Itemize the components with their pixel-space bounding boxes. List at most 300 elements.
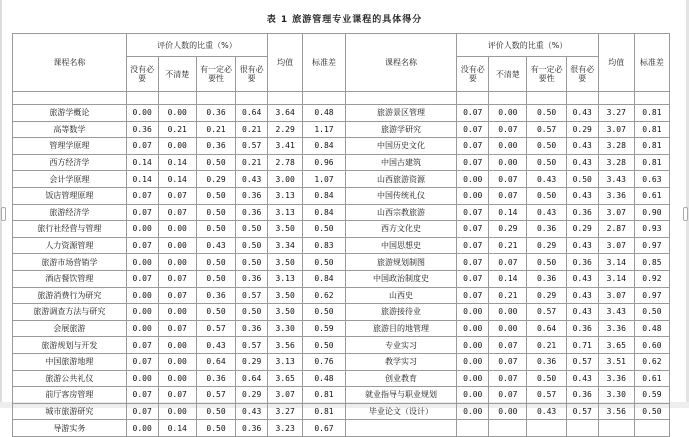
value-cell: 0.93 bbox=[634, 221, 669, 238]
value-cell: 0.57 bbox=[527, 387, 566, 404]
value-cell: 3.27 bbox=[268, 403, 303, 420]
value-cell: 3.23 bbox=[268, 420, 303, 437]
value-cell: 0.07 bbox=[489, 187, 527, 204]
unclear-header: 不清楚 bbox=[489, 57, 527, 92]
value-cell: 0.00 bbox=[126, 105, 158, 122]
value-cell: 0.00 bbox=[489, 105, 527, 122]
value-cell: 0.14 bbox=[126, 171, 158, 188]
value-cell: 0.07 bbox=[457, 138, 489, 155]
course-name-cell: 西方文化史 bbox=[345, 221, 457, 238]
very-necessary-header: 很有必要 bbox=[236, 57, 268, 92]
left-margin-shade bbox=[0, 0, 2, 408]
value-cell: 3.65 bbox=[598, 337, 634, 354]
value-cell: 0.36 bbox=[566, 320, 598, 337]
table-row bbox=[13, 154, 670, 171]
table-row bbox=[13, 403, 670, 420]
value-cell: 0.36 bbox=[566, 254, 598, 271]
course-name-cell: 旅游调查方法与研究 bbox=[13, 304, 127, 321]
value-cell: 3.28 bbox=[598, 154, 634, 171]
value-cell: 0.43 bbox=[527, 204, 566, 221]
course-name-cell: 城市旅游研究 bbox=[13, 403, 127, 420]
value-cell: 3.27 bbox=[598, 105, 634, 122]
value-cell: 0.64 bbox=[196, 353, 235, 370]
value-cell: 3.07 bbox=[598, 121, 634, 138]
value-cell: 0.50 bbox=[303, 337, 346, 354]
value-cell: 3.14 bbox=[598, 270, 634, 287]
course-name-cell: 山西宗教旅游 bbox=[345, 204, 457, 221]
value-cell: 0.14 bbox=[158, 171, 196, 188]
value-cell: 0.14 bbox=[158, 154, 196, 171]
value-cell: 0.00 bbox=[457, 353, 489, 370]
value-cell: 3.64 bbox=[268, 105, 303, 122]
value-cell: 0.62 bbox=[303, 287, 346, 304]
value-cell: 3.14 bbox=[598, 254, 634, 271]
value-cell: 0.07 bbox=[126, 270, 158, 287]
course-name-cell: 山西旅游资源 bbox=[345, 171, 457, 188]
value-cell: 0.07 bbox=[126, 204, 158, 221]
value-cell: 0.84 bbox=[303, 187, 346, 204]
table-row bbox=[13, 221, 670, 238]
course-name-cell: 中国传统礼仪 bbox=[345, 187, 457, 204]
mean-header-right: 均值 bbox=[598, 34, 634, 92]
course-name-cell: 旅游市场营销学 bbox=[13, 254, 127, 271]
value-cell: 3.56 bbox=[268, 337, 303, 354]
value-cell: 0.59 bbox=[634, 387, 669, 404]
value-cell: 0.00 bbox=[158, 105, 196, 122]
value-cell: 0.29 bbox=[527, 237, 566, 254]
value-cell: 0.00 bbox=[158, 221, 196, 238]
value-cell: 0.36 bbox=[236, 187, 268, 204]
course-name-cell: 创业教育 bbox=[345, 370, 457, 387]
value-cell: 0.36 bbox=[196, 138, 235, 155]
value-cell: 0.00 bbox=[489, 154, 527, 171]
value-cell bbox=[634, 420, 669, 437]
value-cell: 0.00 bbox=[158, 254, 196, 271]
value-cell: 0.57 bbox=[566, 403, 598, 420]
value-cell: 0.07 bbox=[489, 370, 527, 387]
value-cell: 0.21 bbox=[489, 287, 527, 304]
value-cell: 0.00 bbox=[126, 254, 158, 271]
value-cell: 0.50 bbox=[196, 304, 235, 321]
value-cell: 0.00 bbox=[457, 403, 489, 420]
course-name-header-left: 课程名称 bbox=[13, 34, 127, 92]
value-cell: 2.87 bbox=[598, 221, 634, 238]
value-cell: 0.00 bbox=[457, 370, 489, 387]
value-cell: 0.48 bbox=[303, 105, 346, 122]
value-cell: 0.50 bbox=[196, 403, 235, 420]
value-cell: 0.00 bbox=[457, 304, 489, 321]
sd-header-left: 标准差 bbox=[303, 34, 346, 92]
course-name-cell: 中国政治制度史 bbox=[345, 270, 457, 287]
value-cell: 0.07 bbox=[457, 237, 489, 254]
course-name-cell: 旅行社经营与管理 bbox=[13, 221, 127, 238]
value-cell: 0.00 bbox=[158, 138, 196, 155]
course-name-cell bbox=[345, 420, 457, 437]
value-cell: 0.50 bbox=[236, 237, 268, 254]
value-cell: 0.61 bbox=[634, 187, 669, 204]
value-cell: 0.57 bbox=[566, 353, 598, 370]
mean-header-left: 均值 bbox=[268, 34, 303, 92]
value-cell: 0.29 bbox=[527, 287, 566, 304]
value-cell: 0.07 bbox=[126, 387, 158, 404]
course-name-cell: 西方经济学 bbox=[13, 154, 127, 171]
value-cell: 0.59 bbox=[303, 320, 346, 337]
sd-header-right: 标准差 bbox=[634, 34, 669, 92]
value-cell: 0.00 bbox=[457, 337, 489, 354]
value-cell: 3.50 bbox=[268, 254, 303, 271]
value-cell: 0.50 bbox=[634, 304, 669, 321]
course-name-cell: 前厅客房管理 bbox=[13, 387, 127, 404]
value-cell: 0.00 bbox=[489, 138, 527, 155]
value-cell: 3.13 bbox=[268, 353, 303, 370]
value-cell: 0.07 bbox=[126, 187, 158, 204]
unclear-header: 不清楚 bbox=[158, 57, 196, 92]
value-cell: 0.50 bbox=[527, 187, 566, 204]
value-cell: 0.00 bbox=[126, 287, 158, 304]
value-cell: 0.00 bbox=[158, 403, 196, 420]
value-cell: 0.60 bbox=[634, 337, 669, 354]
value-cell: 0.50 bbox=[236, 254, 268, 271]
ratio-group-header-right: 评价人数的比重（%） bbox=[457, 34, 598, 57]
course-name-cell: 饭店管理原理 bbox=[13, 187, 127, 204]
course-name-cell: 旅游规划制图 bbox=[345, 254, 457, 271]
value-cell: 0.00 bbox=[126, 320, 158, 337]
value-cell: 0.07 bbox=[158, 387, 196, 404]
value-cell: 0.21 bbox=[489, 237, 527, 254]
value-cell: 0.50 bbox=[196, 254, 235, 271]
value-cell: 0.43 bbox=[196, 337, 235, 354]
table-row bbox=[13, 320, 670, 337]
value-cell: 0.07 bbox=[457, 121, 489, 138]
value-cell: 0.21 bbox=[236, 154, 268, 171]
value-cell: 0.36 bbox=[236, 420, 268, 437]
course-name-cell: 管理学原理 bbox=[13, 138, 127, 155]
course-name-header-right: 课程名称 bbox=[345, 34, 457, 92]
value-cell: 0.07 bbox=[126, 403, 158, 420]
value-cell: 0.61 bbox=[634, 370, 669, 387]
table-caption: 表 1 旅游管理专业课程的具体得分 bbox=[266, 15, 423, 25]
value-cell: 0.83 bbox=[303, 237, 346, 254]
value-cell: 0.21 bbox=[236, 121, 268, 138]
table-row bbox=[13, 370, 670, 387]
value-cell: 3.51 bbox=[598, 353, 634, 370]
value-cell: 0.50 bbox=[303, 254, 346, 271]
value-cell: 0.29 bbox=[489, 221, 527, 238]
course-name-cell: 旅游景区管理 bbox=[345, 105, 457, 122]
value-cell bbox=[598, 420, 634, 437]
value-cell: 0.36 bbox=[527, 221, 566, 238]
value-cell: 0.29 bbox=[236, 387, 268, 404]
value-cell: 0.07 bbox=[126, 237, 158, 254]
value-cell: 0.00 bbox=[457, 320, 489, 337]
course-name-cell: 旅游学概论 bbox=[13, 105, 127, 122]
value-cell: 0.00 bbox=[158, 353, 196, 370]
value-cell: 0.36 bbox=[527, 353, 566, 370]
table-row bbox=[13, 304, 670, 321]
course-name-cell: 旅游学研究 bbox=[345, 121, 457, 138]
value-cell: 0.43 bbox=[527, 171, 566, 188]
value-cell: 0.43 bbox=[566, 187, 598, 204]
value-cell: 0.50 bbox=[527, 254, 566, 271]
value-cell: 0.43 bbox=[566, 154, 598, 171]
course-name-cell: 会计学原理 bbox=[13, 171, 127, 188]
value-cell: 3.07 bbox=[268, 387, 303, 404]
value-cell: 0.81 bbox=[303, 387, 346, 404]
course-name-cell: 中国历史文化 bbox=[345, 138, 457, 155]
value-cell: 0.36 bbox=[196, 105, 235, 122]
not-necessary-header: 没有必要 bbox=[457, 57, 489, 92]
value-cell: 0.50 bbox=[196, 204, 235, 221]
very-necessary-header: 很有必要 bbox=[566, 57, 598, 92]
value-cell: 0.07 bbox=[457, 270, 489, 287]
value-cell: 0.00 bbox=[489, 403, 527, 420]
value-cell: 3.36 bbox=[598, 187, 634, 204]
value-cell: 0.36 bbox=[236, 270, 268, 287]
table-row bbox=[13, 121, 670, 138]
value-cell: 0.43 bbox=[566, 270, 598, 287]
value-cell: 3.50 bbox=[268, 287, 303, 304]
value-cell: 0.07 bbox=[158, 270, 196, 287]
value-cell: 3.30 bbox=[268, 320, 303, 337]
course-name-cell: 中国古建筑 bbox=[345, 154, 457, 171]
value-cell: 3.56 bbox=[598, 403, 634, 420]
value-cell: 0.36 bbox=[566, 204, 598, 221]
value-cell: 0.57 bbox=[196, 320, 235, 337]
table-row bbox=[13, 337, 670, 354]
not-necessary-header: 没有必要 bbox=[126, 57, 158, 92]
value-cell: 2.78 bbox=[268, 154, 303, 171]
value-cell: 0.57 bbox=[527, 304, 566, 321]
value-cell: 0.00 bbox=[126, 420, 158, 437]
value-cell: 0.00 bbox=[158, 370, 196, 387]
value-cell: 3.43 bbox=[598, 304, 634, 321]
value-cell: 0.81 bbox=[634, 105, 669, 122]
value-cell: 0.07 bbox=[489, 387, 527, 404]
value-cell: 0.29 bbox=[196, 171, 235, 188]
course-name-cell: 教学实习 bbox=[345, 353, 457, 370]
table-row bbox=[13, 237, 670, 254]
value-cell: 0.43 bbox=[236, 171, 268, 188]
value-cell: 0.07 bbox=[457, 221, 489, 238]
course-score-table bbox=[12, 33, 670, 437]
value-cell bbox=[489, 420, 527, 437]
table-row bbox=[13, 254, 670, 271]
value-cell: 0.43 bbox=[566, 370, 598, 387]
value-cell: 0.57 bbox=[236, 138, 268, 155]
value-cell: 3.43 bbox=[598, 171, 634, 188]
value-cell: 0.57 bbox=[236, 337, 268, 354]
value-cell: 0.29 bbox=[566, 121, 598, 138]
value-cell: 3.41 bbox=[268, 138, 303, 155]
value-cell: 3.36 bbox=[598, 370, 634, 387]
value-cell: 0.36 bbox=[196, 370, 235, 387]
value-cell: 0.14 bbox=[489, 270, 527, 287]
value-cell: 3.30 bbox=[598, 387, 634, 404]
value-cell: 0.36 bbox=[566, 387, 598, 404]
value-cell: 2.29 bbox=[268, 121, 303, 138]
table-row bbox=[13, 171, 670, 188]
value-cell: 3.07 bbox=[598, 204, 634, 221]
value-cell: 0.00 bbox=[126, 221, 158, 238]
value-cell: 0.50 bbox=[303, 221, 346, 238]
value-cell: 0.43 bbox=[566, 237, 598, 254]
value-cell: 0.00 bbox=[457, 387, 489, 404]
value-cell: 0.50 bbox=[527, 138, 566, 155]
value-cell: 0.71 bbox=[566, 337, 598, 354]
left-resize-handle-icon[interactable] bbox=[1, 207, 6, 221]
value-cell: 0.57 bbox=[196, 387, 235, 404]
value-cell: 0.50 bbox=[196, 187, 235, 204]
value-cell: 0.81 bbox=[634, 138, 669, 155]
value-cell: 0.48 bbox=[303, 370, 346, 387]
course-name-cell: 旅游经济学 bbox=[13, 204, 127, 221]
value-cell: 0.57 bbox=[236, 287, 268, 304]
value-cell: 0.00 bbox=[457, 187, 489, 204]
value-cell: 0.07 bbox=[126, 337, 158, 354]
ratio-group-header-left: 评价人数的比重（%） bbox=[126, 34, 267, 57]
value-cell: 0.36 bbox=[527, 270, 566, 287]
value-cell: 0.84 bbox=[303, 204, 346, 221]
value-cell: 0.50 bbox=[527, 105, 566, 122]
value-cell: 0.00 bbox=[489, 320, 527, 337]
table-row bbox=[13, 353, 670, 370]
value-cell: 0.07 bbox=[489, 121, 527, 138]
course-name-cell: 酒店餐饮管理 bbox=[13, 270, 127, 287]
value-cell: 0.14 bbox=[158, 420, 196, 437]
value-cell: 0.07 bbox=[457, 154, 489, 171]
value-cell: 3.36 bbox=[598, 320, 634, 337]
value-cell: 0.07 bbox=[126, 353, 158, 370]
value-cell: 0.64 bbox=[236, 370, 268, 387]
table-row bbox=[13, 387, 670, 404]
value-cell: 0.07 bbox=[457, 287, 489, 304]
value-cell: 0.00 bbox=[158, 237, 196, 254]
value-cell: 0.97 bbox=[634, 287, 669, 304]
value-cell: 0.07 bbox=[489, 337, 527, 354]
spacer-row bbox=[13, 92, 670, 105]
value-cell: 0.36 bbox=[236, 204, 268, 221]
value-cell: 0.43 bbox=[566, 287, 598, 304]
value-cell: 0.64 bbox=[236, 105, 268, 122]
value-cell: 3.07 bbox=[598, 237, 634, 254]
value-cell: 0.21 bbox=[527, 337, 566, 354]
value-cell: 0.57 bbox=[527, 121, 566, 138]
value-cell bbox=[566, 420, 598, 437]
value-cell: 0.36 bbox=[196, 287, 235, 304]
value-cell: 0.63 bbox=[634, 171, 669, 188]
value-cell: 0.43 bbox=[236, 403, 268, 420]
value-cell: 0.50 bbox=[303, 304, 346, 321]
value-cell: 0.50 bbox=[527, 154, 566, 171]
course-name-cell: 山西史 bbox=[345, 287, 457, 304]
value-cell: 0.43 bbox=[566, 138, 598, 155]
course-name-cell: 旅游接待业 bbox=[345, 304, 457, 321]
value-cell: 3.00 bbox=[268, 171, 303, 188]
value-cell: 0.50 bbox=[196, 270, 235, 287]
value-cell: 0.07 bbox=[126, 138, 158, 155]
course-name-cell: 中国旅游地理 bbox=[13, 353, 127, 370]
value-cell bbox=[527, 420, 566, 437]
value-cell: 0.97 bbox=[634, 237, 669, 254]
value-cell: 0.07 bbox=[489, 353, 527, 370]
right-resize-handle-icon[interactable] bbox=[683, 207, 688, 221]
course-name-cell: 毕业论文（设计） bbox=[345, 403, 457, 420]
value-cell: 3.07 bbox=[598, 287, 634, 304]
value-cell: 0.00 bbox=[457, 171, 489, 188]
somewhat-necessary-header: 有一定必要性 bbox=[527, 57, 566, 92]
value-cell: 3.34 bbox=[268, 237, 303, 254]
value-cell: 0.43 bbox=[527, 403, 566, 420]
value-cell: 0.92 bbox=[634, 270, 669, 287]
course-name-cell: 就业指导与职业规划 bbox=[345, 387, 457, 404]
value-cell: 0.07 bbox=[158, 187, 196, 204]
value-cell: 0.07 bbox=[457, 105, 489, 122]
value-cell: 0.43 bbox=[566, 105, 598, 122]
value-cell: 0.96 bbox=[303, 154, 346, 171]
value-cell: 0.81 bbox=[634, 154, 669, 171]
value-cell: 0.50 bbox=[634, 403, 669, 420]
value-cell: 0.07 bbox=[158, 204, 196, 221]
value-cell: 0.50 bbox=[236, 221, 268, 238]
value-cell: 1.07 bbox=[303, 171, 346, 188]
value-cell: 0.14 bbox=[489, 204, 527, 221]
value-cell: 0.50 bbox=[196, 154, 235, 171]
table-row bbox=[13, 138, 670, 155]
value-cell: 0.00 bbox=[158, 304, 196, 321]
value-cell: 3.28 bbox=[598, 138, 634, 155]
table-row bbox=[13, 420, 670, 437]
value-cell: 0.07 bbox=[489, 254, 527, 271]
course-name-cell: 旅游公共礼仪 bbox=[13, 370, 127, 387]
value-cell: 1.17 bbox=[303, 121, 346, 138]
value-cell: 3.50 bbox=[268, 304, 303, 321]
value-cell: 0.50 bbox=[196, 221, 235, 238]
course-name-cell: 旅游规划与开发 bbox=[13, 337, 127, 354]
value-cell: 0.48 bbox=[634, 320, 669, 337]
header-row-top bbox=[13, 34, 670, 57]
course-name-cell: 高等数学 bbox=[13, 121, 127, 138]
value-cell: 0.36 bbox=[126, 121, 158, 138]
value-cell: 0.29 bbox=[236, 353, 268, 370]
course-name-cell: 专业实习 bbox=[345, 337, 457, 354]
course-name-cell: 会展旅游 bbox=[13, 320, 127, 337]
value-cell bbox=[457, 420, 489, 437]
value-cell: 0.50 bbox=[566, 171, 598, 188]
value-cell: 0.00 bbox=[489, 304, 527, 321]
value-cell: 3.13 bbox=[268, 270, 303, 287]
value-cell: 0.21 bbox=[196, 121, 235, 138]
value-cell: 0.36 bbox=[236, 320, 268, 337]
table-body bbox=[13, 92, 670, 437]
value-cell: 3.13 bbox=[268, 187, 303, 204]
course-name-cell: 人力资源管理 bbox=[13, 237, 127, 254]
value-cell: 0.81 bbox=[634, 121, 669, 138]
value-cell: 0.14 bbox=[126, 154, 158, 171]
value-cell: 0.67 bbox=[303, 420, 346, 437]
course-name-cell: 旅游消费行为研究 bbox=[13, 287, 127, 304]
value-cell: 3.13 bbox=[268, 204, 303, 221]
value-cell: 0.50 bbox=[236, 304, 268, 321]
value-cell: 0.29 bbox=[566, 221, 598, 238]
value-cell: 0.50 bbox=[196, 420, 235, 437]
course-name-cell: 旅游目的地管理 bbox=[345, 320, 457, 337]
table-row bbox=[13, 287, 670, 304]
value-cell: 0.07 bbox=[457, 254, 489, 271]
value-cell: 0.00 bbox=[126, 370, 158, 387]
value-cell: 0.07 bbox=[158, 320, 196, 337]
value-cell: 0.84 bbox=[303, 138, 346, 155]
value-cell: 0.00 bbox=[126, 304, 158, 321]
